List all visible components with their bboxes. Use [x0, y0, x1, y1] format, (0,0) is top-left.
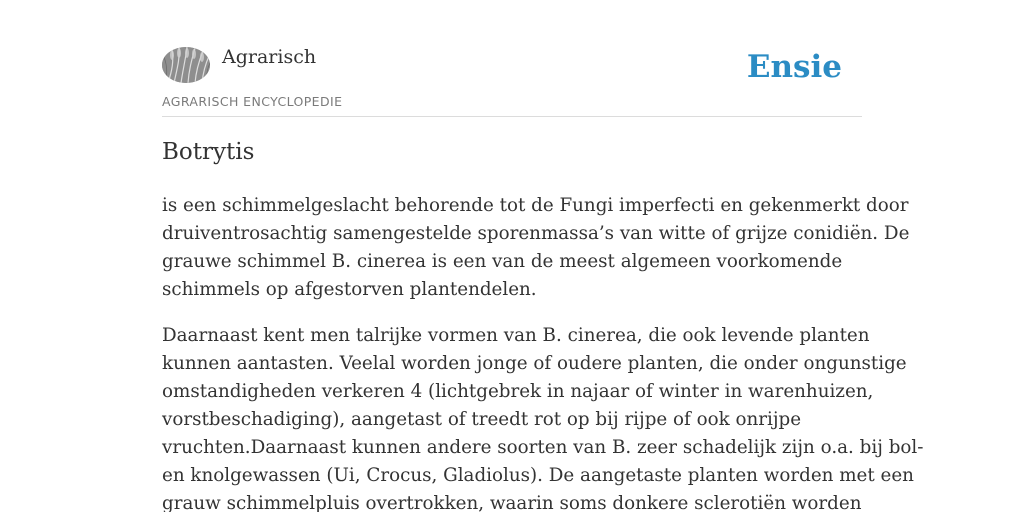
article-paragraph [162, 192, 910, 304]
paragraph-line: grauw schimmelpluis overtrokken, waarin soms donkere sclerotiën worden [162, 493, 862, 512]
source-header [162, 44, 862, 117]
paragraph-line: grauwe schimmel B. cinerea is een van de meest algemeen voorkomende [162, 251, 843, 272]
source-subtitle: AGRARISCH ENCYCLOPEDIE [162, 94, 343, 109]
paragraph-line: vruchten.Daarnaast kunnen andere soorten van B. zeer schadelijk zijn o.a. bij bol- [162, 437, 924, 458]
paragraph-line: schimmels op afgestorven plantendelen. [162, 279, 537, 300]
paragraph-line: en knolgewassen (Ui, Crocus, Gladiolus). De aangetaste planten worden met een [162, 465, 914, 486]
paragraph-line: kunnen aantasten. Veelal worden jonge of oudere planten, die onder ongunstige [162, 353, 907, 374]
source-avatar[interactable] [162, 47, 210, 83]
article-paragraph [162, 322, 924, 512]
paragraph-line: vorstbeschadiging), aangetast of treedt rot op bij rijpe of ook onrijpe [162, 409, 802, 430]
paragraph-line: Daarnaast kent men talrijke vormen van B. cinerea, die ook levende planten [162, 325, 870, 346]
source-name-link[interactable]: Agrarisch [222, 46, 317, 68]
paragraph-line: druiventrosachtig samengestelde sporenmassa’s van witte of grijze conidiën. De [162, 223, 910, 244]
ensie-logo-link[interactable]: Ensie [746, 49, 842, 85]
paragraph-line: omstandigheden verkeren 4 (lichtgebrek in najaar of winter in warenhuizen, [162, 381, 874, 402]
wheat-ears-image [162, 47, 210, 83]
article-body [162, 192, 924, 512]
article-title: Botrytis [162, 139, 255, 165]
paragraph-line: is een schimmelgeslacht behorende tot de Fungi imperfecti en gekenmerkt door [162, 195, 909, 216]
